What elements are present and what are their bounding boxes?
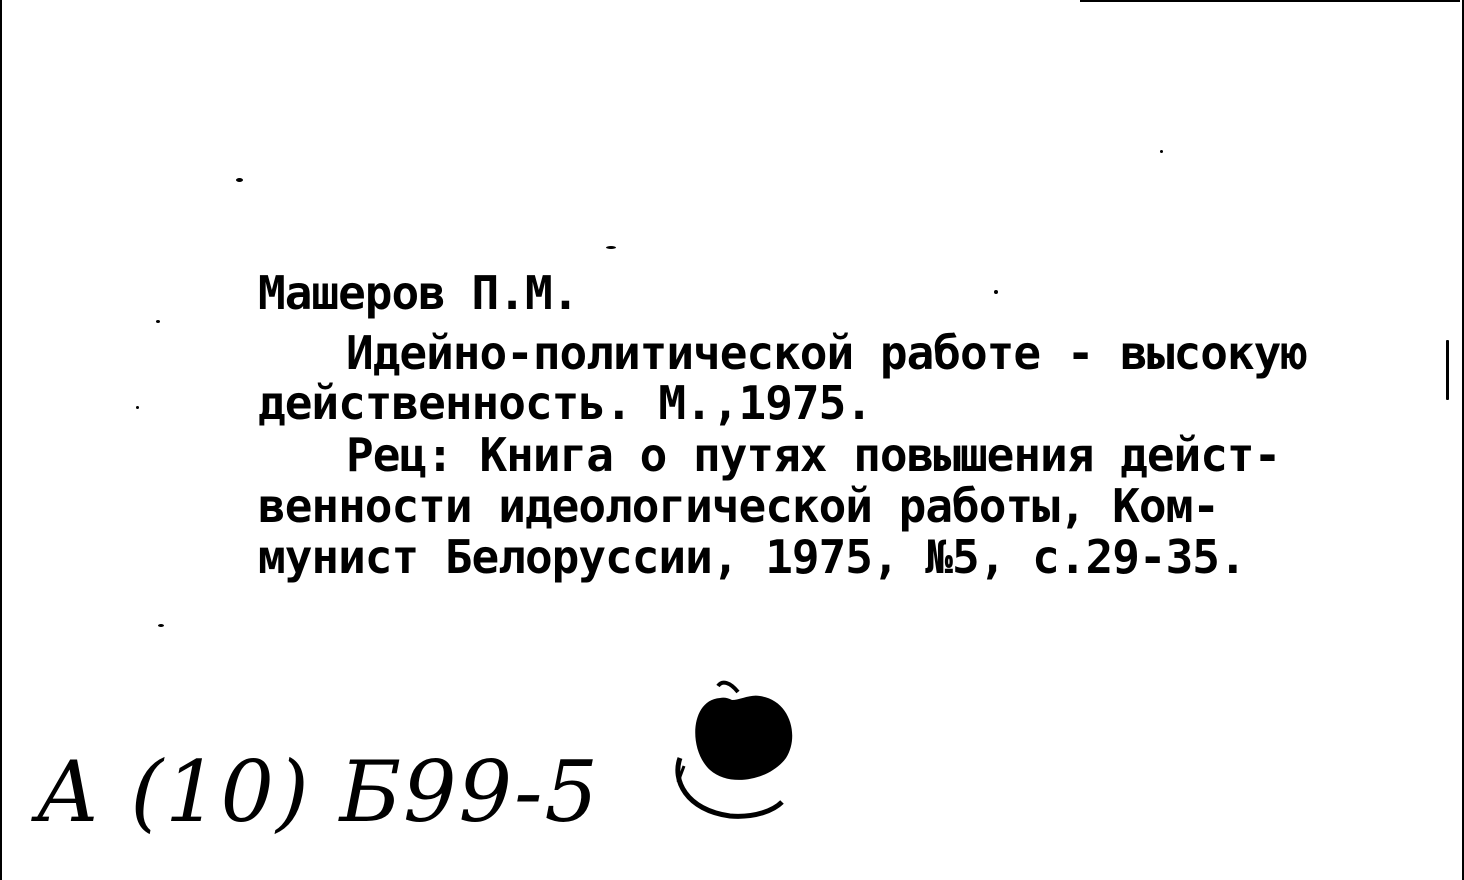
speck xyxy=(158,624,164,627)
card-author: Машеров П.М. xyxy=(258,266,579,320)
speck xyxy=(606,246,616,249)
card-review-line-2: венности идеологической работы, Ком- xyxy=(258,479,1219,533)
speck xyxy=(994,290,998,294)
card-shelfmark: А (10) Б99-5 xyxy=(36,743,600,841)
speck xyxy=(156,320,160,323)
card-review-line-3: мунист Белоруссии, 1975, №5, с.29-35. xyxy=(258,530,1246,584)
card-left-border xyxy=(0,0,2,880)
speck xyxy=(1446,340,1449,400)
card-review-line-1: Рец: Книга о путях повышения дейст- xyxy=(346,428,1281,482)
card-title-line-1: Идейно-политической работе - высокую xyxy=(346,326,1307,380)
speck xyxy=(1160,150,1163,153)
speck xyxy=(236,178,243,182)
punch-hole-icon xyxy=(660,670,810,830)
speck xyxy=(136,406,139,409)
card-title-line-2: действенность. М.,1975. xyxy=(258,376,872,430)
card-top-border xyxy=(1080,0,1460,2)
